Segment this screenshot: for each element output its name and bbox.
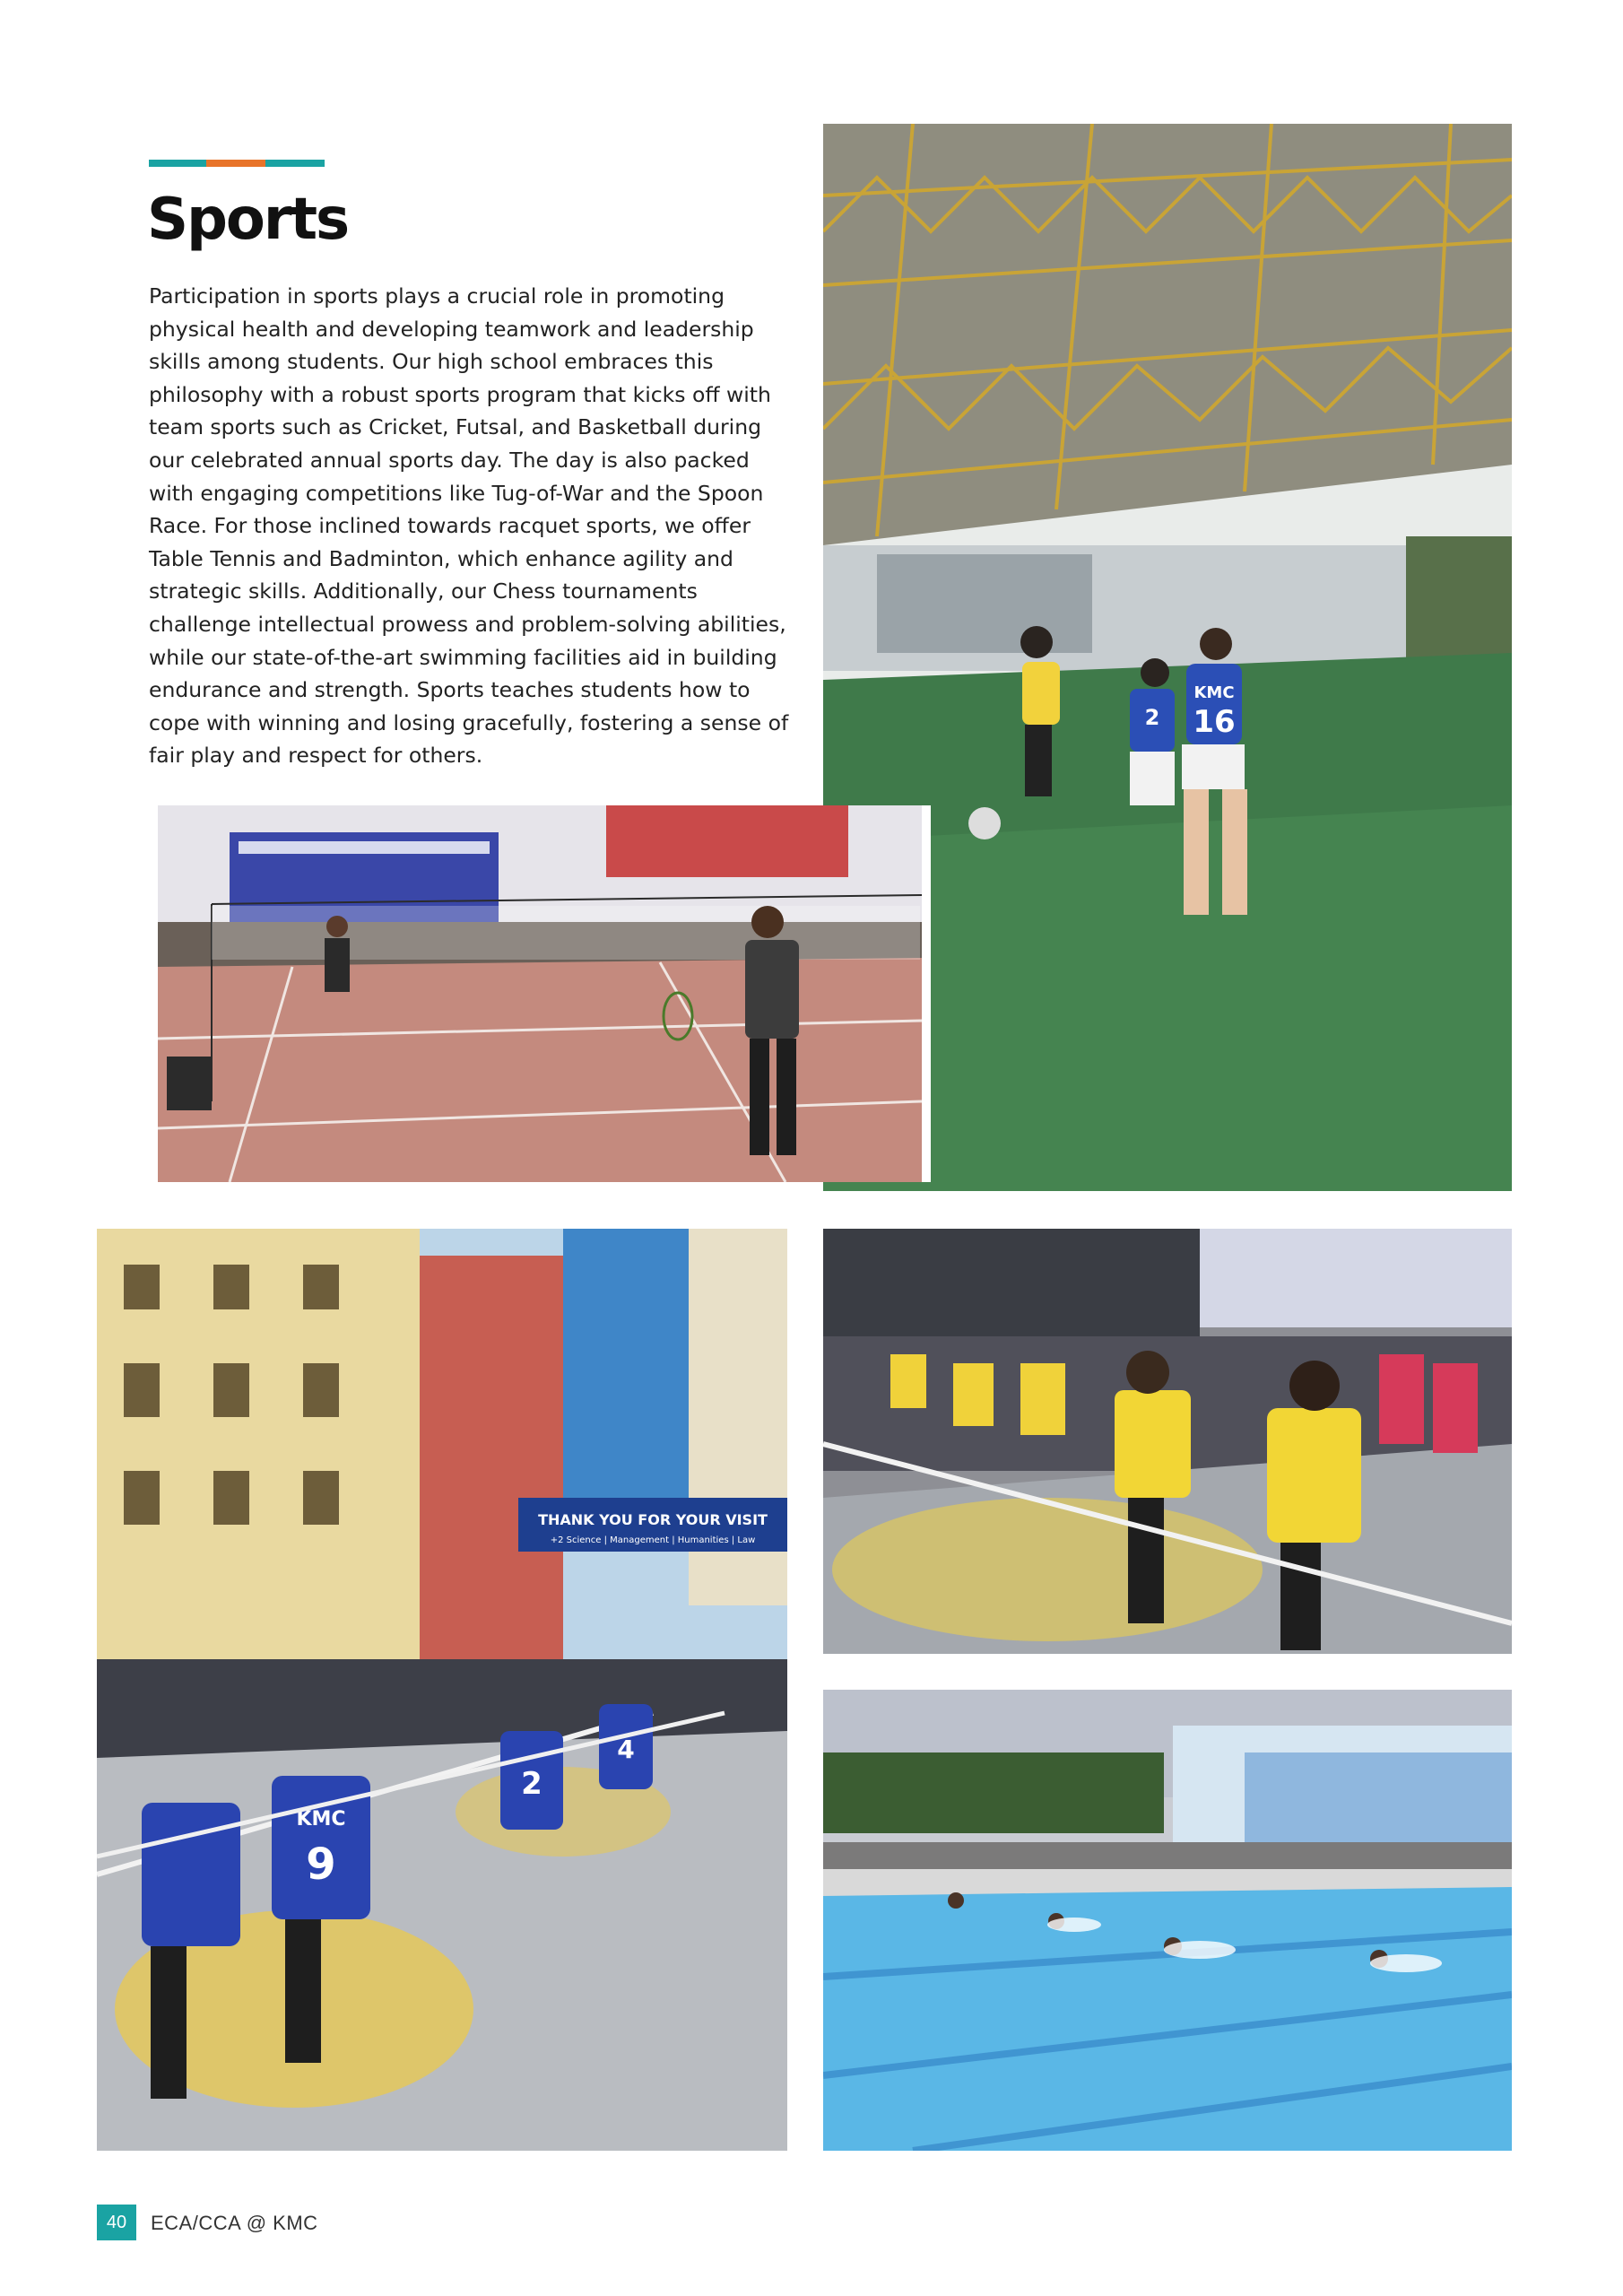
futsal-jersey-text: KMC [1193, 683, 1235, 702]
section-title: Sports [147, 187, 349, 253]
futsal-jersey-number: 16 [1193, 704, 1236, 740]
section-body: Participation in sports plays a crucial role in promoting physical health and developing teamwork and leadership skills among students. Our high school embraces this philosophy with a robust sports program that kicks off with team sports such as Cricket, Futsal, and Basketball during our celebrated annual sports day. The day is also packed with engaging competitions like Tug-of-War and the Spoon Race. For those inclined towards racquet sports, we offer Table Tennis and Badminton, which enhance agility and strategic skills. Additionally, our Chess tournaments challenge intellectual prowess and problem-solving abilities, while our state-of-the-art swimming facilities aid in building endurance and strength. Sports teaches students how to cope with winning and losing gracefully, fostering a sense of fair play and respect for others. [149, 283, 789, 769]
futsal-jersey-number-2: 2 [1144, 705, 1160, 730]
tug-jersey-text: KMC [296, 1808, 346, 1831]
visit-sign-subtitle: +2 Science | Management | Humanities | Law [550, 1535, 756, 1545]
badminton-photo [158, 805, 931, 1182]
swimming-photo [823, 1690, 1512, 2151]
tug-of-war-photo-left [97, 1229, 787, 2151]
page-number-badge: 40 [97, 2205, 136, 2240]
visit-sign-title: THANK YOU FOR YOUR VISIT [538, 1511, 768, 1528]
accent-teal-left [149, 160, 206, 167]
accent-bar [149, 160, 325, 167]
accent-teal-right [265, 160, 325, 167]
accent-orange [206, 160, 265, 167]
tug-jersey-number-4: 4 [617, 1735, 635, 1764]
tug-jersey-number-9: 9 [306, 1839, 336, 1890]
tug-of-war-photo-right [823, 1229, 1512, 1654]
footer-label: ECA/CCA @ KMC [151, 2212, 318, 2234]
tug-jersey-number-2: 2 [521, 1766, 542, 1802]
